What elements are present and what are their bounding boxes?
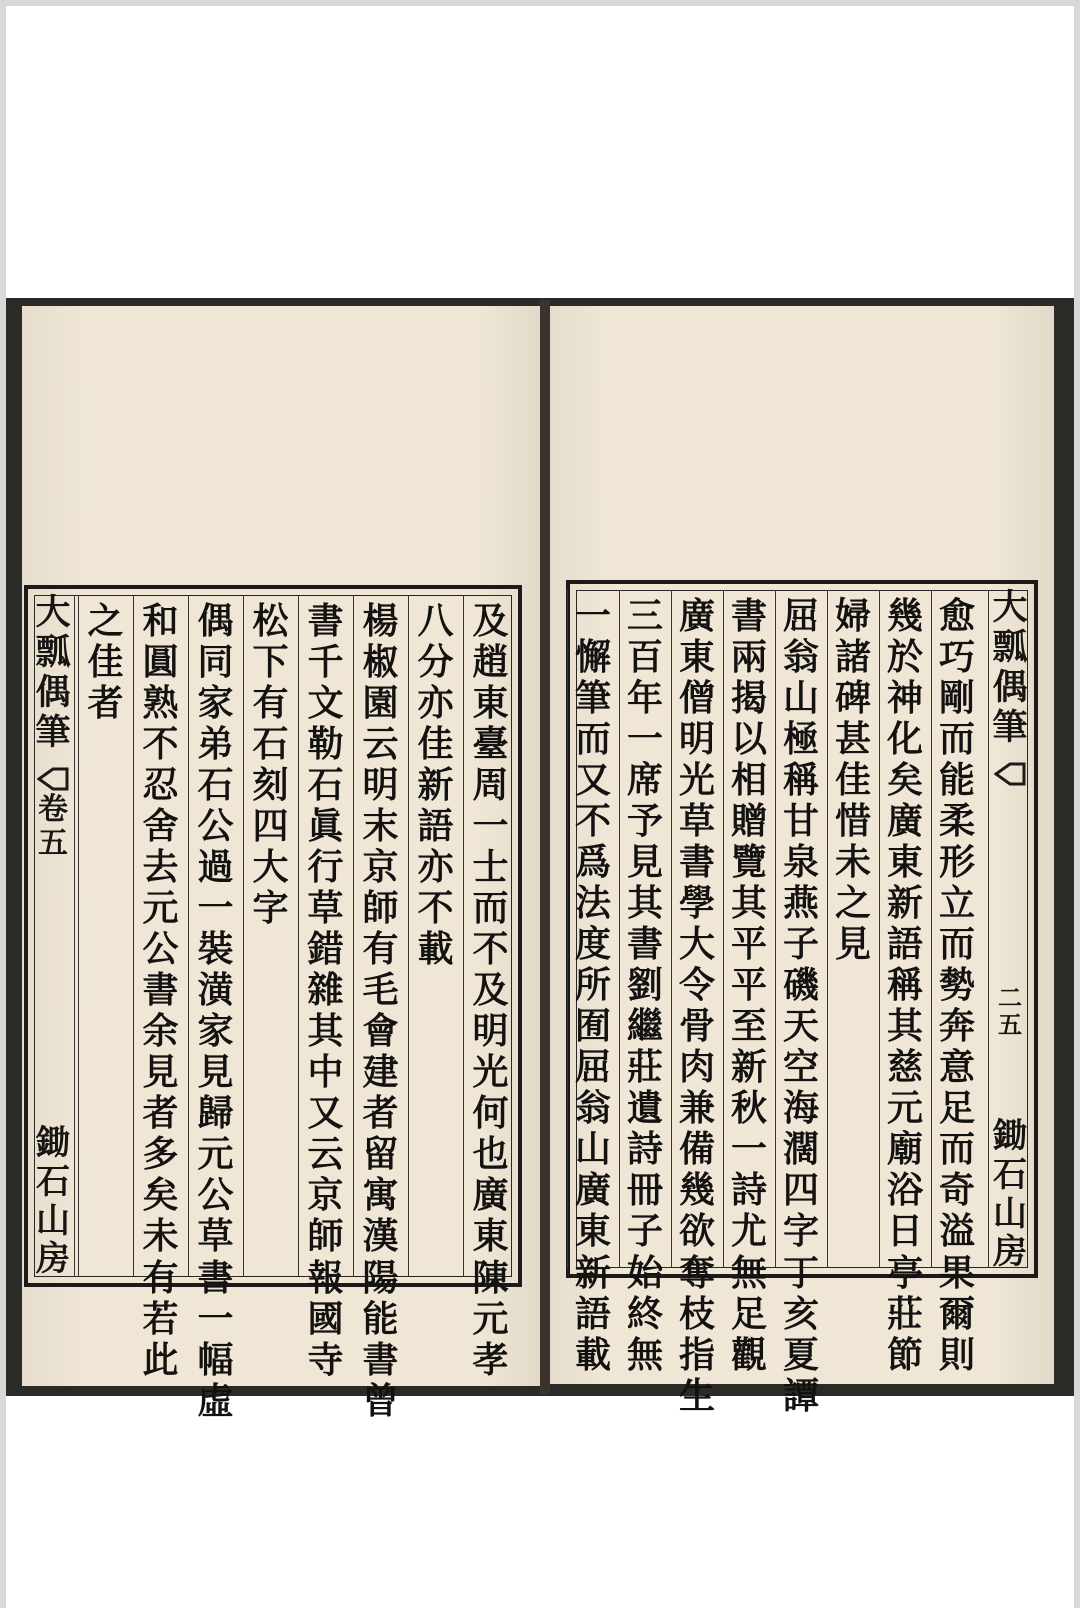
column-rule [619, 590, 620, 1268]
text-column: 偶 同 家 弟 石 公 過 一 裝 潢 家 見 歸 元 公 草 書 一 幅 虛 [197, 600, 234, 1422]
text-column: 幾 於 神 化 矣 廣 東 新 語 稱 其 慈 元 廟 浴 日 亭 莊 節 [886, 595, 923, 1376]
viewer-frame-right [1074, 0, 1080, 1608]
text-column: 愈 巧 剛 而 能 柔 形 立 而 勢 奔 意 足 而 奇 溢 果 爾 則 [938, 595, 975, 1376]
column-rule [243, 595, 244, 1277]
column-rule [879, 590, 880, 1268]
left-page-title: 大 瓢 偶 筆 [35, 592, 71, 753]
text-column: 楊 椒 園 云 明 末 京 師 有 毛 會 建 者 留 寓 漢 陽 能 書 曾 [362, 600, 399, 1422]
text-column: 松 下 有 石 刻 四 大 字 [252, 600, 289, 930]
column-rule [723, 590, 724, 1268]
text-column: 及 趙 東 臺 周 一 士 而 不 及 明 光 何 也 廣 東 陳 元 孝 [472, 600, 509, 1381]
column-rule [353, 595, 354, 1277]
left-margin-column [34, 593, 72, 1279]
right-page-number: 二 五 [998, 983, 1022, 1040]
text-column: 一 懈 筆 而 又 不 爲 法 度 所 囿 屈 翁 山 廣 東 新 語 載 [574, 595, 611, 1376]
column-rule [988, 590, 989, 1268]
text-column: 和 圓 熟 不 忍 舍 去 元 公 書 余 見 者 多 矣 未 有 若 此 [142, 600, 179, 1381]
column-rule [463, 595, 464, 1277]
left-page-volume: 卷 五 [38, 792, 68, 862]
text-column: 婦 諸 碑 甚 佳 惜 未 之 見 [834, 595, 871, 966]
column-rule [931, 590, 932, 1268]
column-rule [78, 595, 79, 1277]
left-page-publisher: 鋤 石 山 房 [36, 1123, 70, 1280]
column-rule [671, 590, 672, 1268]
viewer-frame-top [0, 0, 1080, 6]
text-column: 屈 翁 山 極 稱 甘 泉 燕 子 磯 天 空 海 濶 四 字 丁 亥 夏 譚 [782, 595, 819, 1417]
book-gutter [540, 300, 550, 1394]
column-rule [133, 595, 134, 1277]
column-rule [408, 595, 409, 1277]
column-rule [74, 595, 75, 1277]
column-rule [567, 590, 568, 1268]
right-page-title: 大 瓢 偶 筆 [992, 587, 1028, 748]
column-rule [298, 595, 299, 1277]
text-column: 三 百 年 一 席 予 見 其 書 劉 繼 莊 遺 詩 冊 子 始 終 無 [626, 595, 663, 1376]
column-rule [775, 590, 776, 1268]
fish-tail-mark [994, 762, 1026, 786]
right-margin-column [990, 588, 1030, 1272]
right-page-publisher: 鋤 石 山 房 [993, 1116, 1027, 1273]
fish-tail-mark [37, 767, 69, 791]
text-column: 八 分 亦 佳 新 語 亦 不 載 [417, 600, 454, 971]
text-column: 書 兩 揭 以 相 贈 覽 其 平 平 至 新 秋 一 詩 尤 無 足 觀 [730, 595, 767, 1376]
text-column: 書 千 文 勒 石 眞 行 草 錯 雜 其 中 又 云 京 師 報 國 寺 [307, 600, 344, 1381]
right-page-text-block [566, 580, 1038, 1417]
left-page-text-block [24, 585, 522, 1422]
text-column: 廣 東 僧 明 光 草 書 學 大 令 骨 肉 兼 備 幾 欲 奪 枝 指 生 [678, 595, 715, 1417]
text-column: 之 佳 者 [87, 600, 124, 725]
column-rule [188, 595, 189, 1277]
column-rule [827, 590, 828, 1268]
